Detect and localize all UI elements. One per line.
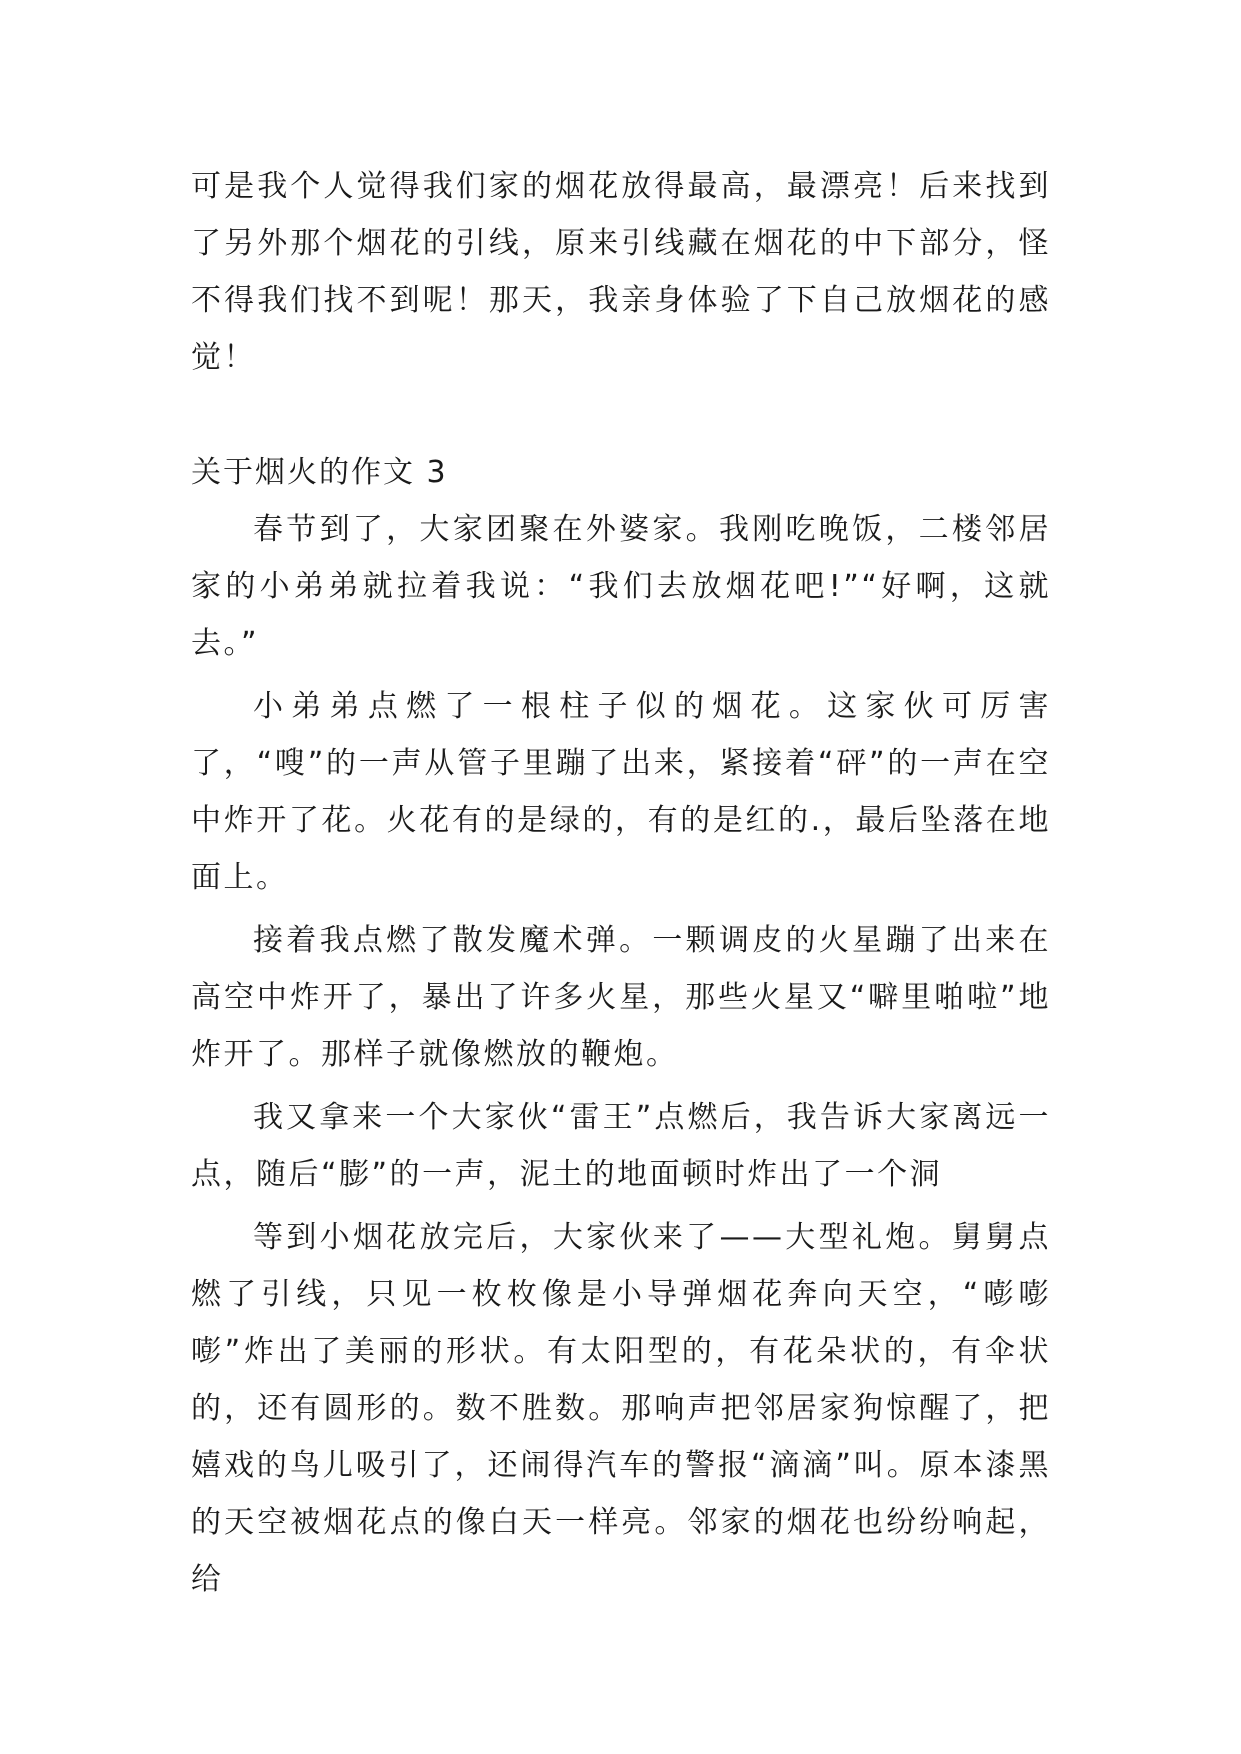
- document-body: [191, 158, 1051, 1608]
- essay-heading: 关于烟火的作文 3: [191, 455, 448, 490]
- paragraph-5: 等到小烟花放完后，大家伙来了——大型礼炮。舅舅点燃了引线，只见一枚枚像是小导弹烟花奔向天空，“嘭嘭嘭”炸出了美丽的形状。有太阳型的，有花朵状的，有伞状的，还有圆形的。数不胜数。那响声把邻居家狗惊醒了，把嬉戏的鸟儿吸引了，还闹得汽车的警报“滴滴”叫。原本漆黑的天空被烟花点的像白天一样亮。邻家的烟花也纷纷响起，给: [191, 1220, 1051, 1597]
- continuation-paragraph: 可是我个人觉得我们家的烟花放得最高，最漂亮！后来找到了另外那个烟花的引线，原来引线藏在烟花的中下部分，怪不得我们找不到呢！那天，我亲身体验了下自己放烟花的感觉！: [191, 169, 1051, 375]
- paragraph-4: 我又拿来一个大家伙“雷王”点燃后，我告诉大家离远一点，随后“膨”的一声，泥土的地面顿时炸出了一个洞: [191, 1100, 1051, 1192]
- paragraph-2: 小弟弟点燃了一根柱子似的烟花。这家伙可厉害了，“嗖”的一声从管子里蹦了出来，紧接着“砰”的一声在空中炸开了花。火花有的是绿的，有的是红的.，最后坠落在地面上。: [191, 689, 1051, 895]
- paragraph-1: 春节到了，大家团聚在外婆家。我刚吃晚饭，二楼邻居家的小弟弟就拉着我说：“我们去放烟花吧!”“好啊，这就去。”: [191, 512, 1051, 661]
- paragraph-3: 接着我点燃了散发魔术弹。一颗调皮的火星蹦了出来在高空中炸开了，暴出了许多火星，那些火星又“噼里啪啦”地炸开了。那样子就像燃放的鞭炮。: [191, 923, 1051, 1072]
